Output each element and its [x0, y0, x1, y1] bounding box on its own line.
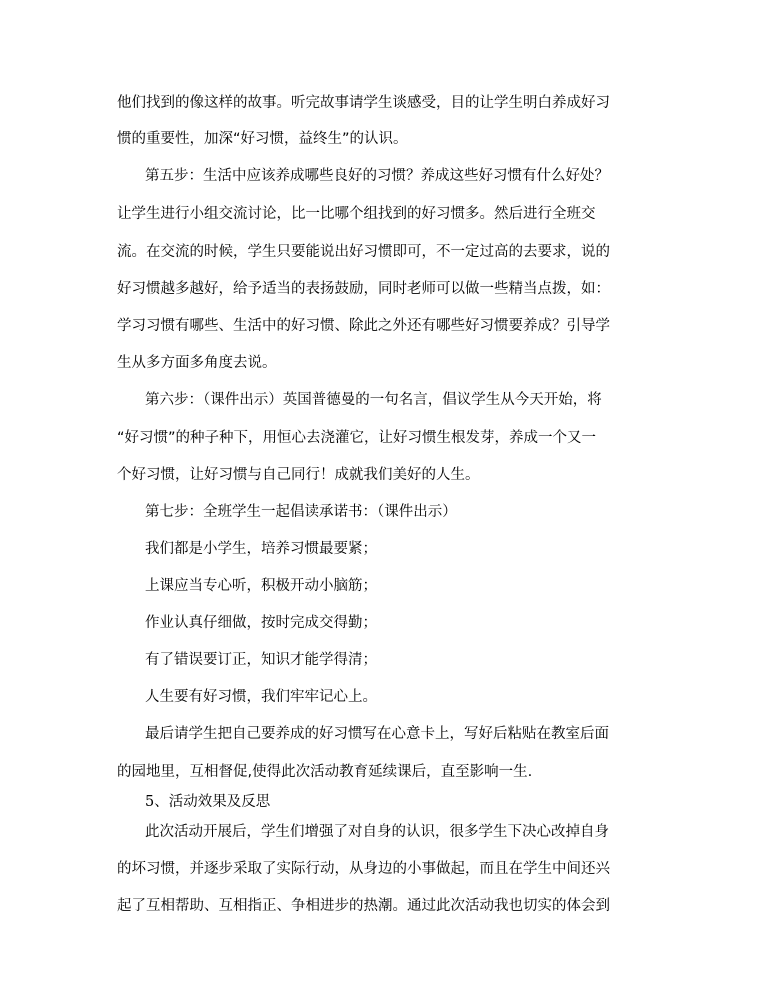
text-line: 第五步：生活中应该养成哪些良好的习惯？养成这些好习惯有什么好处？ [145, 168, 609, 184]
text-line: 第六步：（课件出示）英国普德曼的一句名言，倡议学生从今天开始，将 [145, 392, 602, 408]
text-line: 最后请学生把自己要养成的好习惯写在心意卡上，写好后粘贴在教室后面 [145, 726, 609, 742]
section-heading: 5、活动效果及反思 [145, 794, 271, 810]
text-line: 生从多方面多角度去说。 [117, 355, 277, 371]
text-line: 作业认真仔细做，按时完成交得勤； [145, 615, 377, 631]
text-line: 让学生进行小组交流讨论，比一比哪个组找到的好习惯多。然后进行全班交 [117, 206, 596, 222]
text-line: “好习惯”的种子种下，用恒心去浇灌它，让好习惯生根发芽，养成一个又一 [117, 430, 597, 446]
text-line: 学习习惯有哪些、生活中的好习惯、除此之外还有哪些好习惯要养成？引导学 [117, 318, 610, 334]
text-line: 我们都是小学生，培养习惯最要紧； [145, 541, 377, 557]
text-line: 上课应当专心听，积极开动小脑筋； [145, 578, 377, 594]
text-line: 人生要有好习惯，我们牢牢记心上。 [145, 689, 377, 705]
text-line: 第七步：全班学生一起倡读承诺书：（课件出示） [145, 504, 457, 520]
text-line: 个好习惯，让好习惯与自己同行！成就我们美好的人生。 [117, 467, 480, 483]
text-line: 他们找到的像这样的故事。听完故事请学生谈感受，目的让学生明白养成好习 [117, 95, 610, 111]
text-line: 起了互相帮助、互相指正、争相进步的热潮。通过此次活动我也切实的体会到 [117, 898, 610, 914]
text-line: 的园地里，互相督促,使得此次活动教育延续课后，直至影响一生. [117, 764, 533, 780]
text-line: 的坏习惯，并逐步采取了实际行动，从身边的小事做起，而且在学生中间还兴 [117, 861, 610, 877]
text-line: 好习惯越多越好，给予适当的表扬鼓励，同时老师可以做一些精当点拨，如： [117, 281, 610, 297]
text-line: 有了错误要订正，知识才能学得清； [145, 652, 377, 668]
text-line: 流。在交流的时候，学生只要能说出好习惯即可，不一定过高的去要求，说的 [117, 244, 610, 260]
text-line: 此次活动开展后，学生们增强了对自身的认识，很多学生下决心改掉自身 [145, 824, 609, 840]
text-line: 惯的重要性，加深“好习惯，益终生”的认识。 [117, 131, 408, 147]
